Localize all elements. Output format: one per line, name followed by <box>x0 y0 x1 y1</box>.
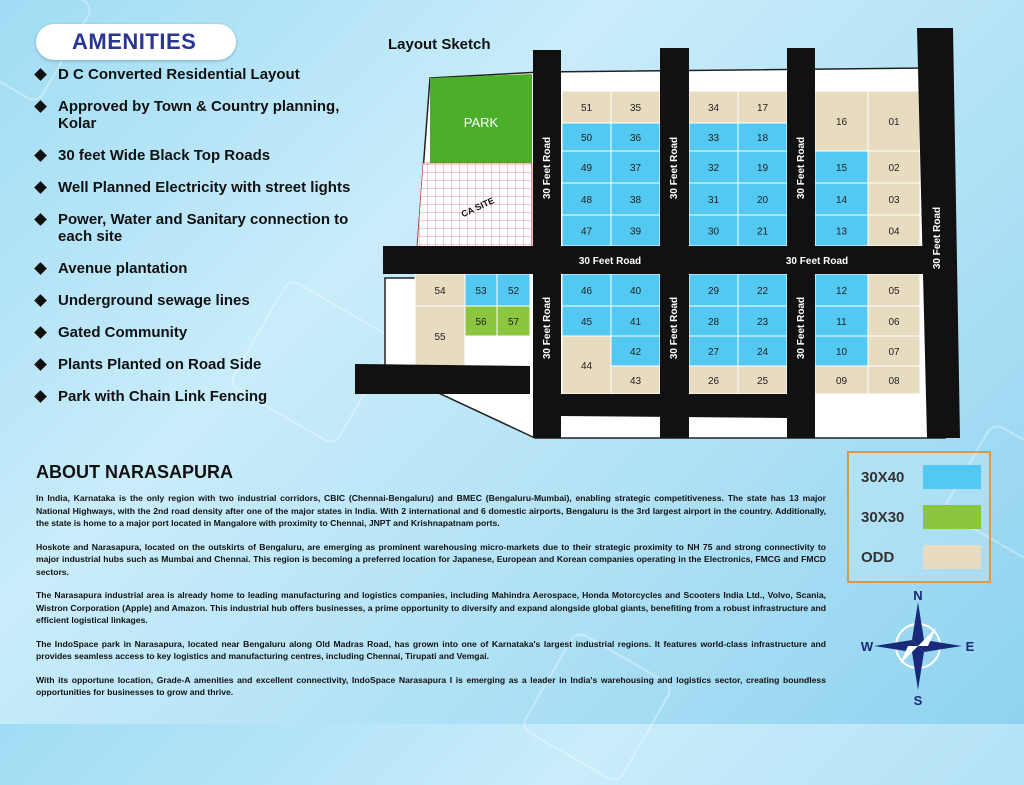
plot-number: 26 <box>707 376 720 387</box>
plot-number: 50 <box>580 133 593 144</box>
road-label: 30 Feet Road <box>578 256 642 267</box>
horizontal-road-main <box>383 246 935 274</box>
plot-number: 45 <box>580 317 593 328</box>
road-label: 30 Feet Road <box>542 296 553 360</box>
plot-number: 09 <box>835 376 848 387</box>
plot-number: 25 <box>756 376 769 387</box>
legend-label: 30X30 <box>861 509 905 526</box>
amenity-item: Plants Planted on Road Side <box>36 356 366 373</box>
plot-number: 07 <box>888 347 900 358</box>
plot-number: 56 <box>475 317 487 328</box>
amenity-item: Avenue plantation <box>36 260 366 277</box>
diamond-bullet-icon <box>34 358 47 371</box>
plot-number: 15 <box>835 163 848 174</box>
amenity-item: Approved by Town & Country planning, Kolar <box>36 98 366 132</box>
plot-number: 43 <box>629 376 642 387</box>
plot-number: 36 <box>629 133 642 144</box>
plot-number: 51 <box>580 103 593 114</box>
diamond-bullet-icon <box>34 68 47 81</box>
diamond-bullet-icon <box>34 100 47 113</box>
plot-number: 14 <box>835 195 848 206</box>
plot-number: 40 <box>629 286 642 297</box>
plot-number: 30 <box>707 226 720 238</box>
diamond-bullet-icon <box>34 390 47 403</box>
plot-number: 24 <box>756 347 769 358</box>
plot-number: 41 <box>629 317 642 328</box>
plot-number: 53 <box>475 286 487 297</box>
amenity-item: 30 feet Wide Black Top Roads <box>36 147 366 164</box>
plot-number: 03 <box>888 195 900 206</box>
plot-number: 31 <box>707 195 720 206</box>
plot-number: 23 <box>756 317 769 328</box>
plot-number: 18 <box>756 133 769 144</box>
amenity-item: Underground sewage lines <box>36 292 366 309</box>
legend-label: ODD <box>861 549 895 566</box>
plot-number: 48 <box>580 195 593 206</box>
about-paragraph: The IndoSpace park in Narasapura, located near Bengaluru along Old Madras Road, has grown into one of Karnataka's largest industrial regions. It features world-class infrastructure and provides seamless access to key logistics and manufacturing centres, including Chennai, Tirupati and Vemgai. <box>36 638 826 661</box>
plot-number: 35 <box>629 103 642 114</box>
horizontal-road-lower <box>561 394 787 418</box>
plot-number: 17 <box>756 103 769 114</box>
amenity-item: D C Converted Residential Layout <box>36 66 366 83</box>
plot-number: 11 <box>836 317 847 328</box>
plot-number: 02 <box>888 163 900 174</box>
plot-number: 01 <box>888 117 900 128</box>
plot-number: 37 <box>629 163 642 174</box>
plot-number: 13 <box>835 226 848 238</box>
plot-number: 22 <box>756 286 769 297</box>
road-label: 30 Feet Road <box>932 206 943 270</box>
plot-number: 42 <box>629 347 642 358</box>
diamond-bullet-icon <box>34 326 47 339</box>
plot-number: 05 <box>888 286 900 297</box>
diamond-bullet-icon <box>34 149 47 162</box>
vertical-road-1 <box>533 50 561 438</box>
road-label: 30 Feet Road <box>542 136 553 200</box>
about-paragraph: In India, Karnataka is the only region with two industrial corridors, CBIC (Chennai-Bengaluru) and BMEC (Bengaluru-Mumbai), enabling strategic competitiveness. The state has 13 major National Highways, with the 2nd road density after one of the major states in India. With 2 international and 6 domestic airports, Bengaluru is the 3rd largest airport in the country. Additionally, the state is home to a major port located in Mangalore with proximity to Chennai, JNPT and Krishnapatnam ports. <box>36 493 826 528</box>
plot-number: 55 <box>434 332 446 343</box>
compass-n: N <box>913 588 923 603</box>
plot-number: 39 <box>629 226 642 238</box>
plot-number: 06 <box>888 317 900 328</box>
amenities-badge <box>36 24 236 60</box>
plot-number: 33 <box>707 133 720 144</box>
plot-size-legend <box>847 451 991 583</box>
plot-number: 20 <box>756 195 769 206</box>
road-label: 30 Feet Road <box>669 296 680 360</box>
plot-number: 28 <box>707 317 720 328</box>
plot-number: 54 <box>434 286 446 297</box>
compass-e: E <box>965 639 975 654</box>
road-label: 30 Feet Road <box>796 296 807 360</box>
plot-number: 21 <box>756 226 769 238</box>
plot-number: 47 <box>580 226 593 238</box>
plot-number: 44 <box>580 361 593 372</box>
plot-number: 57 <box>507 317 520 328</box>
about-title: ABOUT NARASAPURA <box>36 462 233 482</box>
plot-number: 49 <box>580 163 593 174</box>
legend-swatch <box>923 545 981 569</box>
diamond-bullet-icon <box>34 294 47 307</box>
legend-swatch <box>923 465 981 489</box>
road-label: 30 Feet Road <box>796 136 807 200</box>
diamond-bullet-icon <box>34 262 47 275</box>
about-text <box>36 492 826 710</box>
plot-number: 32 <box>707 163 720 174</box>
about-paragraph: Hoskote and Narasapura, located on the outskirts of Bengaluru, are emerging as prominent warehousing micro-markets due to their strategic proximity to NH 75 and strong connectivity to major industrial hubs such as Mumbai and Chennai. This region is becoming a preferred location for Japanese, European and Korean companies operating in the Electronics, FMCG and FMCD sectors. <box>36 541 826 577</box>
road-label: 30 Feet Road <box>669 136 680 200</box>
compass-s: S <box>913 693 923 708</box>
plot-number: 16 <box>835 117 848 128</box>
compass-rose-icon <box>858 588 988 708</box>
legend-label: 30X40 <box>861 469 905 486</box>
road-label: 30 Feet Road <box>785 256 849 267</box>
horizontal-road-lower-left <box>355 364 530 394</box>
amenity-item: Gated Community <box>36 324 366 341</box>
amenity-item: Park with Chain Link Fencing <box>36 388 366 405</box>
amenities-title: AMENITIES <box>72 29 197 54</box>
plot-number: 04 <box>888 226 900 238</box>
plot-number: 52 <box>507 286 520 297</box>
plot-number: 08 <box>888 376 900 387</box>
layout-sketch-map <box>355 28 975 448</box>
plot-number: 12 <box>835 286 848 297</box>
vertical-road-3 <box>787 48 815 438</box>
diamond-bullet-icon <box>34 181 47 194</box>
plot-number: 38 <box>629 195 642 206</box>
ca-site-label: CA SITE <box>459 195 496 220</box>
amenity-item: Well Planned Electricity with street lights <box>36 179 366 196</box>
layout-sketch-title: Layout Sketch <box>388 36 491 53</box>
vertical-road-2 <box>660 48 689 438</box>
amenities-list <box>36 66 366 420</box>
compass-w: W <box>860 639 874 654</box>
about-paragraph: With its opportune location, Grade-A amenities and excellent connectivity, IndoSpace Narasapura I is emerging as a leader in India's warehousing and logistics sector, creating boundless opportunities for businesses to grow and thrive. <box>36 674 826 697</box>
plot-number: 46 <box>580 286 593 297</box>
plot-number: 29 <box>707 286 720 297</box>
plot-number: 27 <box>707 347 720 358</box>
park-label: PARK <box>463 115 499 130</box>
legend-swatch <box>923 505 981 529</box>
diamond-bullet-icon <box>34 213 47 226</box>
plot-number: 19 <box>756 163 769 174</box>
amenity-item: Power, Water and Sanitary connection to each site <box>36 211 366 245</box>
about-paragraph: The Narasapura industrial area is already home to leading manufacturing and logistics companies, including Mahindra Aerospace, Honda Motorcycles and Scooters India Ltd., Volvo, Scania, Wistron Corporation (Apple) and Amazon. This industrial hub offers businesses, a prime opportunity to diversify and expand alongside global giants, benefiting from a robust infrastructure and efficient logistical linkages. <box>36 590 826 625</box>
plot-number: 10 <box>835 347 848 358</box>
plot-number: 34 <box>707 103 720 114</box>
